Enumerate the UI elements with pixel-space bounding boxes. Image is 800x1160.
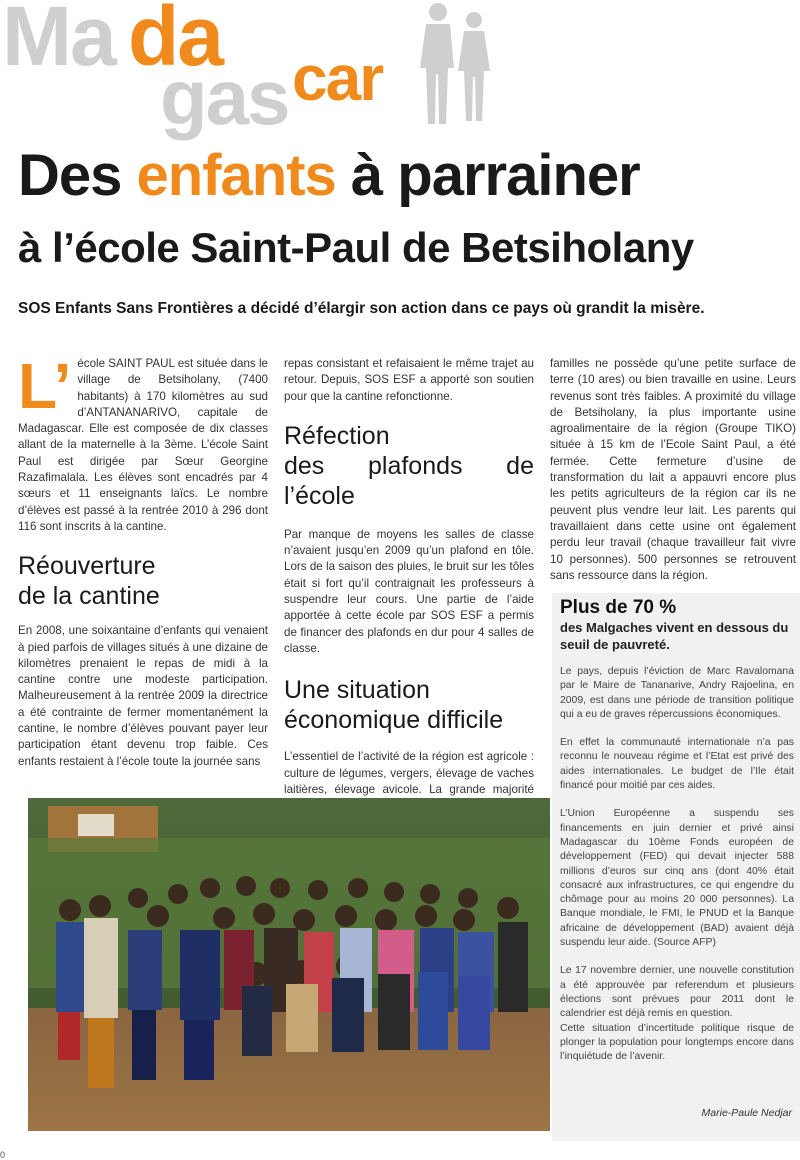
column-2 bbox=[284, 356, 534, 814]
sidebar-paragraph-5: Cette situation d’incertitude politique risque de plonger la population pour longtemps encore dans l’inquiétude de l’avenir. bbox=[560, 1022, 794, 1063]
masthead-da: da bbox=[128, 0, 223, 83]
masthead-car: car bbox=[292, 42, 383, 114]
cantine-paragraph: En 2008, une soixantaine d’enfants qui venaient à pied parfois de villages situés à une dizaine de kilomètres prenaient le repas de midi à la cantine contre une modeste participation. Malheureusement à la rentrée 2009 la directrice a été contrainte de fermer momentanément la cantine, le nombre d’élèves pouvant payer leur participation étant devenu trop faible. Ces enfants restaient à l’école toute la journée sans bbox=[18, 624, 268, 768]
sidebar-subtitle: des Malgaches vivent en dessous du seuil de pauvreté. bbox=[560, 620, 789, 652]
masthead-gas: gas bbox=[160, 53, 289, 141]
poverty-sidebar bbox=[552, 593, 800, 1141]
heading-situation-line2: économique difficile bbox=[284, 706, 504, 735]
author-signature: Marie-Paule Nedjar bbox=[701, 1107, 792, 1119]
heading-situation bbox=[284, 675, 534, 735]
page-title bbox=[18, 142, 640, 209]
sidebar-paragraph-4: Le 17 novembre dernier, une nouvelle constitution a été approuvée par referendum et plusieurs élections sont prévues pour 2011 dont le calendrier est déjà remis en question. bbox=[560, 965, 794, 1020]
children-silhouette-icon bbox=[408, 0, 498, 126]
page-number: 0 bbox=[0, 1150, 6, 1160]
heading-plafonds bbox=[284, 421, 534, 511]
sidebar-paragraph-2: En effet la communauté internationale n’a pas reconnu le nouveau régime et l’Etat est privé des aides internationales. Le budget de l’Ile était financé pour moitié par ces aides. bbox=[560, 737, 794, 792]
heading-cantine-line2: de la cantine bbox=[18, 582, 160, 611]
situation-paragraph: L’essentiel de l’activité de la région est agricole : culture de légumes, vergers, élevage de vaches laitières, élevage avicole. La grande majorité bbox=[284, 750, 534, 796]
column-3 bbox=[550, 356, 796, 584]
masthead-ma: Ma bbox=[2, 0, 115, 83]
page-subtitle: à l’école Saint-Paul de Betsiholany bbox=[18, 224, 694, 271]
heading-plafonds-line2: des plafonds de l’école bbox=[284, 451, 534, 510]
heading-cantine-line1: Réouverture bbox=[18, 552, 156, 581]
title-highlight: enfants bbox=[136, 143, 336, 208]
drop-cap: L’ bbox=[18, 350, 72, 422]
heading-cantine bbox=[18, 551, 268, 611]
children-group-photo bbox=[28, 798, 550, 1131]
heading-plafonds-line1: Réfection bbox=[284, 421, 390, 450]
column-1 bbox=[18, 350, 268, 770]
photo-illustration bbox=[28, 798, 550, 1131]
title-part1: Des bbox=[18, 143, 137, 208]
intro-text: école SAINT PAUL est située dans le village de Betsiholany, (7400 habitants) à 170 kilomètres au sud d’ANTANANARIVO, capitale de Madagascar. Elle est composée de dix classes allant de la maternelle à la 3ème. L’école Saint Paul est dirigée par Sœur Georgine Razafimalala. Les élèves sont encadrés par 4 sœurs et 11 enseignants laïcs. Le nombre d’élèves est passé à la rentrée 2010 à 296 dont 116 sont inscrits à la cantine. bbox=[18, 357, 268, 533]
title-part2: à parrainer bbox=[335, 143, 640, 208]
cantine-continued-paragraph: repas consistant et refaisaient le même trajet au retour. Depuis, SOS ESF a apporté son soutien pour que la cantine refonctionne. bbox=[284, 357, 534, 403]
masthead bbox=[0, 0, 800, 140]
plafonds-paragraph: Par manque de moyens les salles de classe n’avaient jusqu’en 2009 qu’un plafond en tôle. Lors de la saison des pluies, le bruit sur les tôles était si fort qu’il contraignait les professeurs à suspendre leur cours. Une partie de l’aide apportée à cette école par SOS ESF a permis de financer des plafonds en dur pour 4 salles de classe. bbox=[284, 527, 534, 655]
economy-paragraph: familles ne possède qu’une petite surface de terre (10 ares) ou bien travaille en usine. Leurs revenus sont très faibles. A proximité du village de Betsiholany, la plus importante usine agroalimentaire de la région (Groupe TIKO) située à 15 km de l’Ecole Saint Paul, a été fermée. Cette fermeture d’usine de transformation du lait a appauvri encore plus les petits agriculteurs de la région car ils ne peuvent plus vendre leur lait. Les parents qui travaillaient dans cette usine ont également perdu leur travail (chaque travailleur fait vivre 10 personnes). 500 personnes se retrouvent sans ressource dans la région. bbox=[550, 357, 796, 582]
lead-paragraph: SOS Enfants Sans Frontières a décidé d’élargir son action dans ce pays où grandit la misère. bbox=[18, 300, 705, 317]
sidebar-paragraph-3: L’Union Européenne a suspendu ses financements en juin dernier et privé ainsi Madagascar du 10ème Fonds européen de développement (FED) qui devait injecter 588 millions d’euros sur cinq ans (dont 40% était consacré aux infrastructures, ce qui engendre du chômage pour au moins 20 000 personnes). La Banque mondiale, le FMI, le PNUD et la Banque africaine de développement (BAD) avaient déjà suspendu leur aide. (Source AFP) bbox=[560, 808, 794, 949]
sidebar-paragraph-1: Le pays, depuis l’éviction de Marc Ravalomana par le Maire de Tananarive, Andry Rajoelina, en 2009, est dans une période de transition politique qui a eu de graves répercussions économiques. bbox=[560, 666, 794, 720]
heading-situation-line1: Une situation bbox=[284, 676, 430, 705]
intro-paragraph bbox=[18, 350, 268, 535]
sidebar-title: Plus de 70 % bbox=[560, 597, 677, 618]
